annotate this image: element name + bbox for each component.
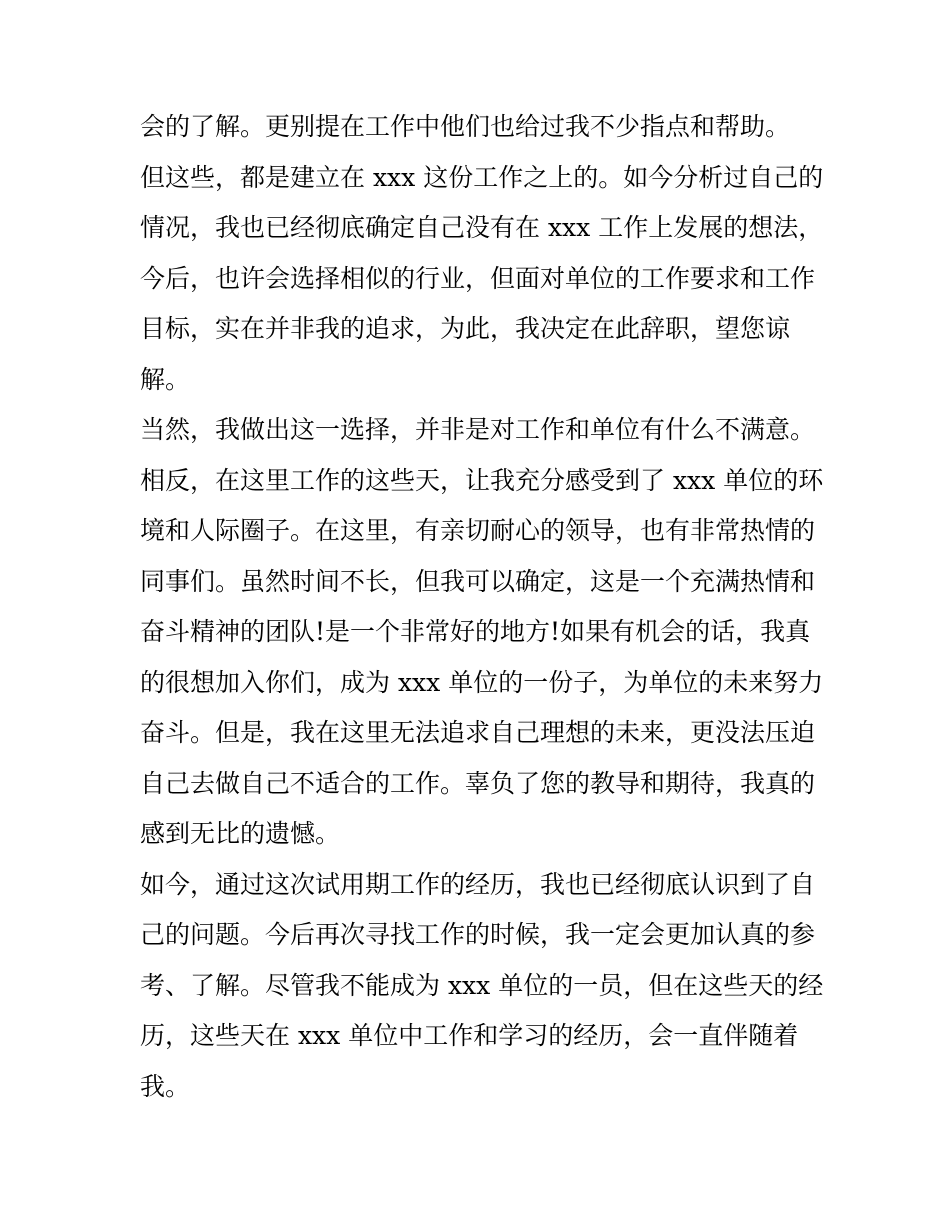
text-line-17: 己的问题。今后再次寻找工作的时候，我一定会更加认真的参: [140, 920, 816, 949]
document-body-text: [140, 102, 824, 1112]
text-line-10: 同事们。虽然时间不长，但我可以确定，这是一个充满热情和: [140, 566, 816, 596]
text-line-11: 奋斗精神的团队!是一个非常好的地方!如果有机会的话，我真: [140, 617, 811, 646]
text-line-8: 相反，在这里工作的这些天，让我充分感受到了 xxx 单位的环: [140, 465, 824, 495]
text-line-9: 境和人际圈子。在这里，有亲切耐心的领导，也有非常热情的: [140, 516, 816, 545]
text-line-18: 考、了解。尽管我不能成为 xxx 单位的一员，但在这些天的经: [140, 970, 824, 1000]
text-line-12: 的很想加入你们，成为 xxx 单位的一份子，为单位的未来努力: [140, 667, 824, 697]
text-line-13: 奋斗。但是，我在这里无法追求自己理想的未来，更没法压迫: [140, 718, 816, 747]
text-line-20: 我。: [140, 1071, 191, 1101]
text-line-14: 自己去做自己不适合的工作。辜负了您的教导和期待，我真的: [140, 768, 816, 798]
text-line-16: 如今，通过这次试用期工作的经历，我也已经彻底认识到了自: [140, 869, 816, 899]
text-line-3: 情况，我也已经彻底确定自己没有在 xxx 工作上发展的想法，: [140, 213, 824, 242]
text-line-15: 感到无比的遗憾。: [140, 819, 341, 848]
text-line-4: 今后，也许会选择相似的行业，但面对单位的工作要求和工作: [140, 263, 816, 293]
text-line-5: 目标，实在并非我的追求，为此，我决定在此辞职，望您谅: [140, 314, 791, 343]
text-line-19: 历，这些天在 xxx 单位中工作和学习的经历，会一直伴随着: [140, 1021, 799, 1050]
text-line-6: 解。: [140, 364, 191, 394]
text-line-7: 当然，我做出这一选择，并非是对工作和单位有什么不满意。: [140, 415, 816, 444]
text-line-2: 但这些，都是建立在 xxx 这份工作之上的。如今分析过自己的: [140, 162, 824, 192]
text-line-1: 会的了解。更别提在工作中他们也给过我不少指点和帮助。: [140, 112, 791, 141]
